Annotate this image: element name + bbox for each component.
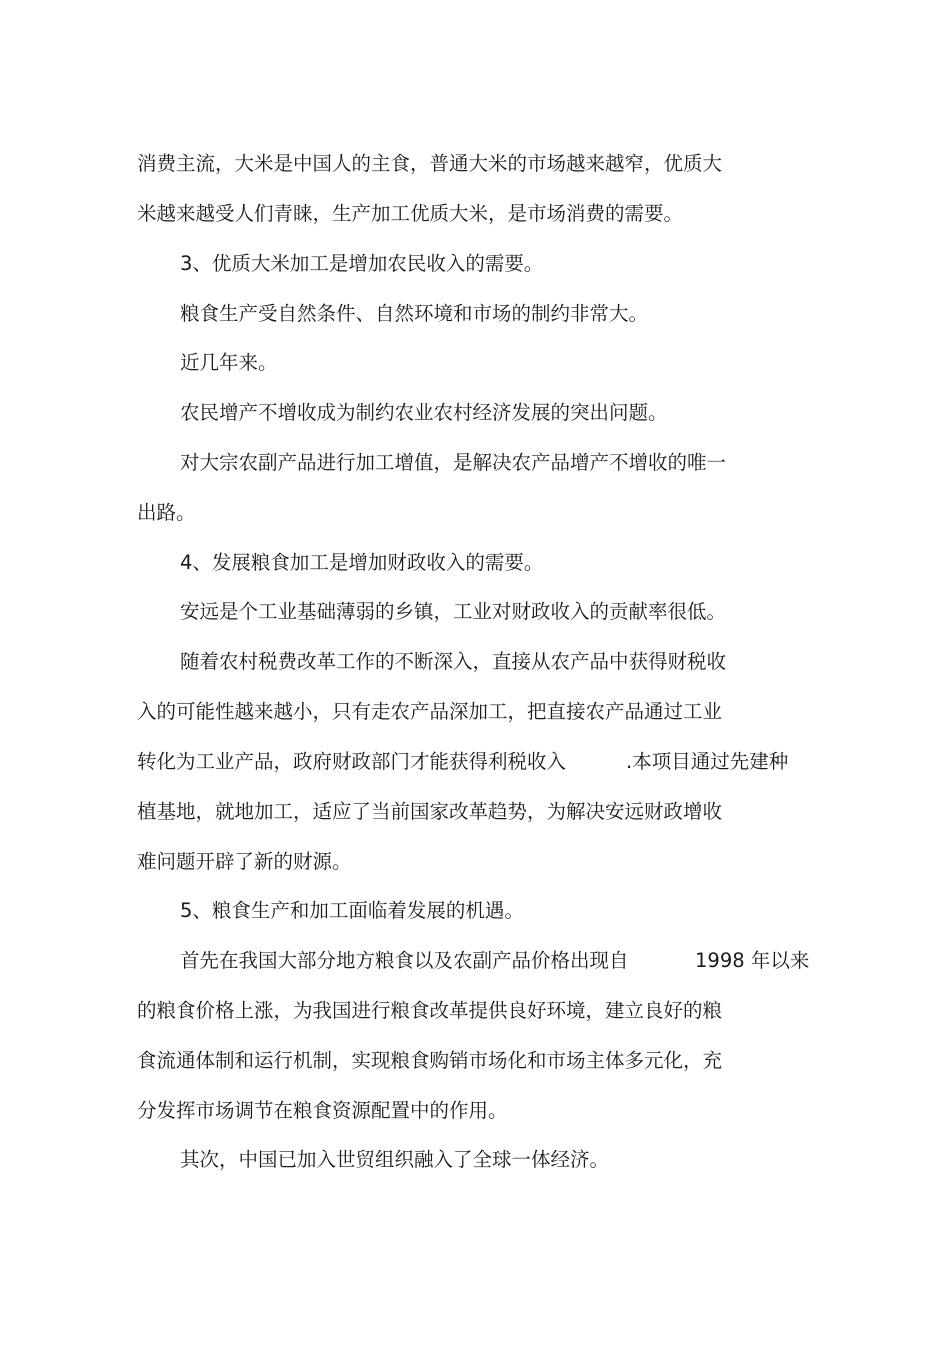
- text-segment: .本项目通过先建种: [626, 750, 789, 773]
- text-line: [137, 149, 722, 179]
- text-segment: 其次，中国已加入世贸组织融入了全球一体经济。: [180, 1148, 610, 1171]
- text-line: [180, 597, 726, 627]
- text-segment: 4、发展粮食加工是增加财政收入的需要。: [180, 551, 544, 574]
- text-line: [137, 1096, 508, 1126]
- text-segment: 近几年来。: [180, 351, 278, 374]
- text-segment: 农民增产不增收成为制约农业农村经济发展的突出问题。: [180, 401, 668, 424]
- text-segment: 植基地，就地加工，适应了当前国家改革趋势，为解决安远财政增收: [137, 800, 723, 823]
- text-segment: 粮食生产受自然条件、自然环境和市场的制约非常大。: [180, 302, 649, 325]
- text-line: [137, 199, 683, 229]
- text-line: [180, 1145, 609, 1175]
- text-line: [137, 797, 722, 827]
- text-segment: 消费主流，大米是中国人的主食，普通大米的市场越来越窄，优质大: [137, 152, 723, 175]
- section-heading: [180, 548, 543, 578]
- text-line: [137, 697, 722, 727]
- text-line: [180, 348, 278, 378]
- text-segment: 出路。: [137, 501, 196, 524]
- text-segment: 随着农村税费改革工作的不断深入，直接从农产品中获得财税收: [180, 650, 727, 673]
- text-segment: 5、粮食生产和加工面临着发展的机遇。: [180, 899, 524, 922]
- text-segment: 对大宗农副产品进行加工增值，是解决农产品增产不增收的唯一: [180, 451, 727, 474]
- text-segment: 食流通体制和运行机制，实现粮食购销市场化和市场主体多元化，充: [137, 1049, 723, 1072]
- text-line: [180, 448, 726, 478]
- text-line: [137, 996, 722, 1026]
- section-heading: [180, 896, 524, 926]
- text-segment: 1998 年以来: [695, 949, 810, 972]
- text-line: [180, 299, 648, 329]
- text-line: [180, 946, 810, 976]
- text-segment: 难问题开辟了新的财源。: [137, 850, 352, 873]
- section-heading: [180, 249, 543, 279]
- text-segment: 安远是个工业基础薄弱的乡镇，工业对财政收入的贡献率很低。: [180, 600, 727, 623]
- text-line: [180, 398, 668, 428]
- text-segment: 分发挥市场调节在粮食资源配置中的作用。: [137, 1099, 508, 1122]
- text-line: [137, 1046, 722, 1076]
- text-segment: 米越来越受人们青睐，生产加工优质大米，是市场消费的需要。: [137, 202, 684, 225]
- text-line: [137, 498, 196, 528]
- text-line: [137, 747, 789, 777]
- text-line: [180, 647, 726, 677]
- text-segment: 转化为工业产品，政府财政部门才能获得利税收入: [137, 750, 567, 773]
- text-line: [137, 847, 352, 877]
- text-segment: 首先在我国大部分地方粮食以及农副产品价格出现自: [180, 949, 629, 972]
- text-segment: 的粮食价格上涨，为我国进行粮食改革提供良好环境，建立良好的粮: [137, 999, 723, 1022]
- text-segment: 3、优质大米加工是增加农民收入的需要。: [180, 252, 544, 275]
- text-segment: 入的可能性越来越小，只有走农产品深加工，把直接农产品通过工业: [137, 700, 723, 723]
